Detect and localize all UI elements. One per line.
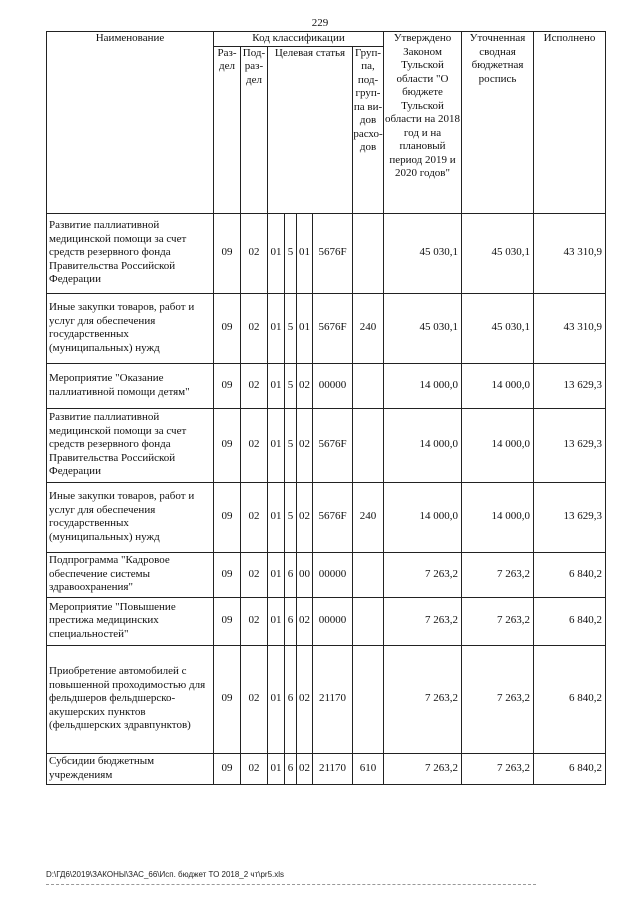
header-executed: Исполнено	[534, 32, 606, 214]
table-row	[47, 482, 606, 552]
cell-expense-group: 240	[353, 293, 384, 363]
cell-target-program: 01	[268, 408, 285, 482]
cell-razdel: 09	[214, 293, 241, 363]
cell-refined-amount: 14 000,0	[462, 408, 534, 482]
header-group: Группа, подгруппа видов расходов	[353, 46, 384, 213]
budget-table	[46, 31, 606, 785]
cell-target-subprogram: 6	[285, 645, 297, 753]
cell-podrazdel: 02	[241, 645, 268, 753]
header-approved: Утверждено Законом Тульской области "О бюджете Тульской области на 2018 год и на плановый период 2019 и 2020 годов"	[384, 32, 462, 214]
cell-executed-amount: 13 629,3	[534, 408, 606, 482]
cell-name: Приобретение автомобилей с повышенной проходимостью для фельдшеров фельдшерско-акушерских пунктов (фельдшерских здравпунктов)	[47, 645, 214, 753]
cell-refined-amount: 7 263,2	[462, 753, 534, 784]
cell-target-event: 00	[297, 552, 313, 597]
cell-podrazdel: 02	[241, 363, 268, 408]
cell-refined-amount: 7 263,2	[462, 552, 534, 597]
cell-expense-group: 610	[353, 753, 384, 784]
header-razdel: Раздел	[214, 46, 241, 213]
cell-name: Развитие паллиативной медицинской помощи за счет средств резервного фонда Правительства Российской Федерации	[47, 408, 214, 482]
cell-target-direction: 5676F	[313, 482, 353, 552]
cell-target-direction: 21170	[313, 753, 353, 784]
cell-target-subprogram: 5	[285, 293, 297, 363]
cell-name: Иные закупки товаров, работ и услуг для обеспечения государственных (муниципальных) нужд	[47, 293, 214, 363]
cell-target-subprogram: 5	[285, 363, 297, 408]
cell-refined-amount: 7 263,2	[462, 597, 534, 645]
cell-approved-amount: 7 263,2	[384, 552, 462, 597]
cell-target-program: 01	[268, 552, 285, 597]
header-podrazdel: Подраздел	[241, 46, 268, 213]
cell-approved-amount: 7 263,2	[384, 753, 462, 784]
cell-target-subprogram: 6	[285, 552, 297, 597]
cell-target-subprogram: 5	[285, 213, 297, 293]
cell-target-event: 02	[297, 753, 313, 784]
cell-expense-group	[353, 597, 384, 645]
cell-expense-group	[353, 645, 384, 753]
cell-razdel: 09	[214, 552, 241, 597]
cell-razdel: 09	[214, 482, 241, 552]
cell-approved-amount: 7 263,2	[384, 597, 462, 645]
cell-target-event: 02	[297, 363, 313, 408]
cell-executed-amount: 13 629,3	[534, 482, 606, 552]
cell-refined-amount: 14 000,0	[462, 363, 534, 408]
cell-target-direction: 00000	[313, 363, 353, 408]
cell-executed-amount: 43 310,9	[534, 293, 606, 363]
cell-target-direction: 5676F	[313, 213, 353, 293]
header-target: Целевая статья	[268, 46, 353, 213]
cell-target-subprogram: 5	[285, 482, 297, 552]
cell-target-direction: 00000	[313, 597, 353, 645]
header-name: Наименование	[47, 32, 214, 214]
cell-expense-group	[353, 408, 384, 482]
cell-target-program: 01	[268, 293, 285, 363]
cell-target-direction: 21170	[313, 645, 353, 753]
cell-target-event: 02	[297, 482, 313, 552]
cell-target-direction: 5676F	[313, 408, 353, 482]
header-code-group: Код классификации	[214, 32, 384, 47]
table-row	[47, 293, 606, 363]
cell-executed-amount: 6 840,2	[534, 552, 606, 597]
cell-razdel: 09	[214, 213, 241, 293]
cell-refined-amount: 14 000,0	[462, 482, 534, 552]
table-row	[47, 597, 606, 645]
cell-executed-amount: 43 310,9	[534, 213, 606, 293]
cell-expense-group: 240	[353, 482, 384, 552]
cell-target-direction: 00000	[313, 552, 353, 597]
cell-refined-amount: 45 030,1	[462, 213, 534, 293]
cell-podrazdel: 02	[241, 753, 268, 784]
cell-executed-amount: 6 840,2	[534, 753, 606, 784]
cell-approved-amount: 14 000,0	[384, 482, 462, 552]
cell-name: Мероприятие "Оказание паллиативной помощи детям"	[47, 363, 214, 408]
table-row	[47, 213, 606, 293]
cell-podrazdel: 02	[241, 293, 268, 363]
header-refined: Уточненная сводная бюджетная роспись	[462, 32, 534, 214]
cell-razdel: 09	[214, 363, 241, 408]
cell-executed-amount: 6 840,2	[534, 597, 606, 645]
cell-refined-amount: 45 030,1	[462, 293, 534, 363]
cell-approved-amount: 14 000,0	[384, 408, 462, 482]
cell-target-event: 02	[297, 597, 313, 645]
cell-executed-amount: 13 629,3	[534, 363, 606, 408]
cell-approved-amount: 45 030,1	[384, 293, 462, 363]
cell-target-subprogram: 6	[285, 597, 297, 645]
table-row	[47, 552, 606, 597]
cell-target-program: 01	[268, 482, 285, 552]
cell-podrazdel: 02	[241, 552, 268, 597]
cell-razdel: 09	[214, 597, 241, 645]
cell-expense-group	[353, 363, 384, 408]
cell-target-event: 02	[297, 408, 313, 482]
page-number: 229	[311, 17, 329, 29]
cell-target-program: 01	[268, 753, 285, 784]
table-row	[47, 408, 606, 482]
cell-podrazdel: 02	[241, 213, 268, 293]
cell-target-event: 02	[297, 645, 313, 753]
cell-target-program: 01	[268, 213, 285, 293]
file-path-footer: D:\ГД6\2019\ЗАКОНЫ\ЗАС_66\Исп. бюджет ТО 2018_2 чт\pr5.xls	[46, 870, 285, 879]
table-row	[47, 645, 606, 753]
cell-executed-amount: 6 840,2	[534, 645, 606, 753]
cell-approved-amount: 7 263,2	[384, 645, 462, 753]
table-row	[47, 363, 606, 408]
cell-target-event: 01	[297, 293, 313, 363]
cell-target-program: 01	[268, 645, 285, 753]
cell-target-event: 01	[297, 213, 313, 293]
cell-target-subprogram: 5	[285, 408, 297, 482]
cell-name: Развитие паллиативной медицинской помощи за счет средств резервного фонда Правительства Российской Федерации	[47, 213, 214, 293]
cell-refined-amount: 7 263,2	[462, 645, 534, 753]
cell-razdel: 09	[214, 408, 241, 482]
cell-expense-group	[353, 552, 384, 597]
cell-approved-amount: 45 030,1	[384, 213, 462, 293]
cell-expense-group	[353, 213, 384, 293]
cell-target-program: 01	[268, 597, 285, 645]
cell-razdel: 09	[214, 753, 241, 784]
footer-divider	[46, 884, 536, 885]
cell-razdel: 09	[214, 645, 241, 753]
cell-target-program: 01	[268, 363, 285, 408]
cell-name: Подпрограмма "Кадровое обеспечение системы здравоохранения"	[47, 552, 214, 597]
cell-target-subprogram: 6	[285, 753, 297, 784]
cell-podrazdel: 02	[241, 408, 268, 482]
cell-name: Мероприятие "Повышение престижа медицинских специальностей"	[47, 597, 214, 645]
cell-podrazdel: 02	[241, 482, 268, 552]
cell-name: Иные закупки товаров, работ и услуг для обеспечения государственных (муниципальных) нужд	[47, 482, 214, 552]
cell-name: Субсидии бюджетным учреждениям	[47, 753, 214, 784]
cell-target-direction: 5676F	[313, 293, 353, 363]
table-row	[47, 753, 606, 784]
cell-approved-amount: 14 000,0	[384, 363, 462, 408]
cell-podrazdel: 02	[241, 597, 268, 645]
